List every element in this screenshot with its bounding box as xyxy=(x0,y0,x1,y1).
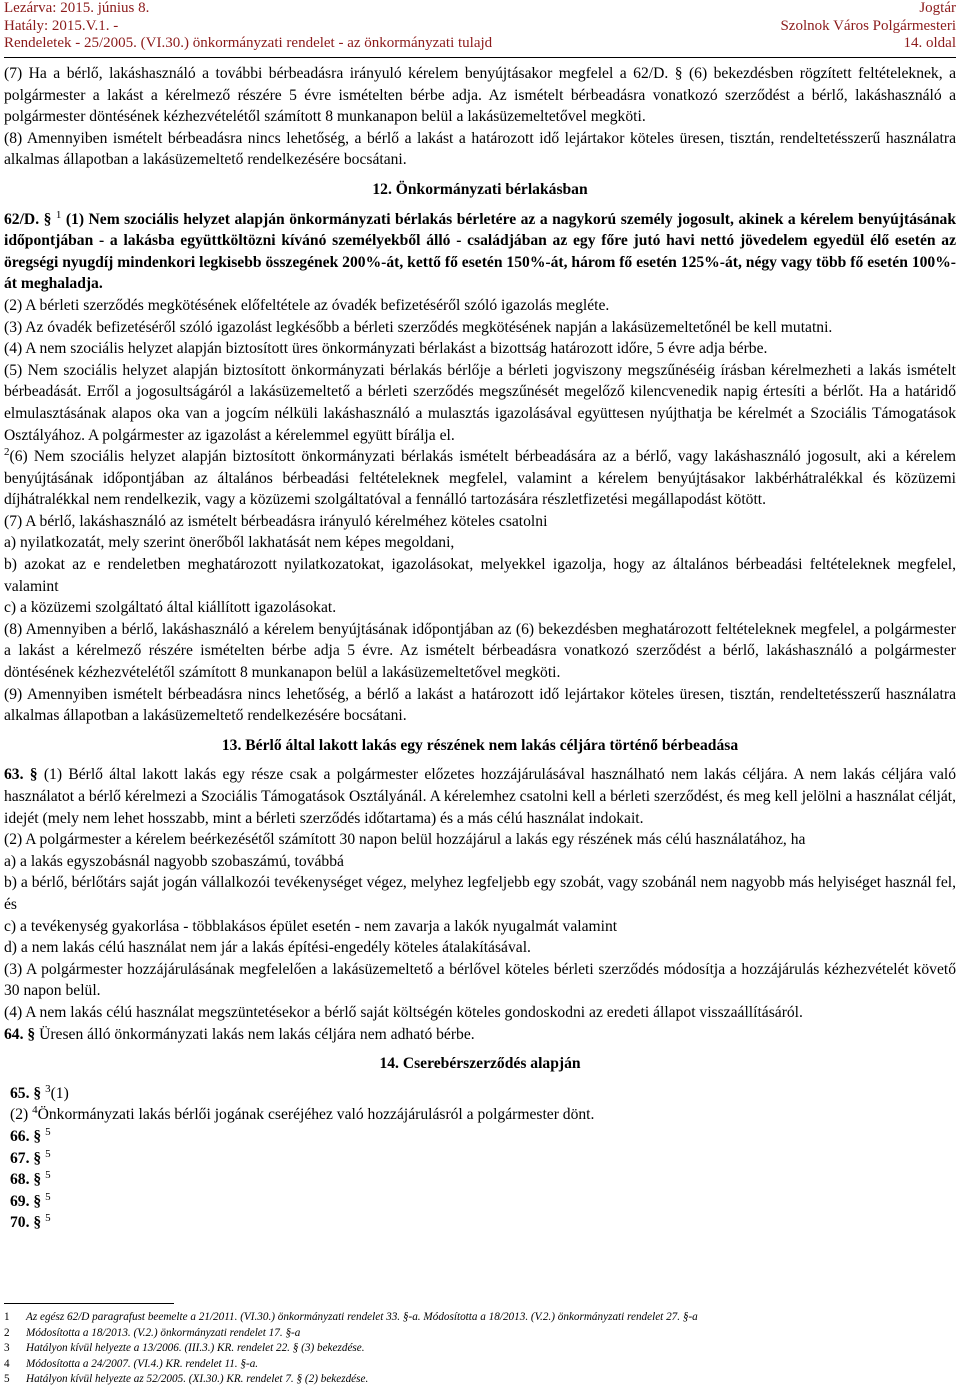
section-63-4: (4) A nem lakás célú használat megszüntetésekor a bérlő saját költségén köteles gondoskodni az eredeti állapot visszaállításáról. xyxy=(4,1003,803,1021)
section-62d-4: (4) A nem szociális helyzet alapján biztosított üres önkormányzati bérlakást a bizottság határozott időre, 5 évre adja bérbe. xyxy=(4,340,768,358)
section-63-3: (3) A polgármester hozzájárulásának megfelelően a lakásüzemeltető a bérlővel köteles bérleti szerződés módosítja a hozzájárulás kézhezvételét követő 30 napon belül. xyxy=(4,960,956,1000)
section-number: 63. § xyxy=(4,766,38,784)
footnote-ref[interactable]: 2 xyxy=(4,445,10,458)
footnote-number: 3 xyxy=(4,1342,10,1355)
footnote-text: Módosította a 24/2007. (VI.4.) KR. rendelet 11. §-a. xyxy=(26,1357,259,1370)
footnote-ref[interactable]: 5 xyxy=(45,1147,51,1160)
section-number: 70. § xyxy=(10,1214,42,1232)
footnote-text: Hatályon kívül helyezte az 52/2005. (XI.30.) KR. rendelet 7. § (2) bekezdése. xyxy=(26,1373,369,1386)
section-number: 69. § xyxy=(10,1192,42,1210)
paragraph-8: (8) Amennyiben ismételt bérbeadásra nincs lehetőség, a bérlő a lakást a határozott idő lejártakor köteles üresen, tisztán, rendeltetésszerű használatra alkalmas állapotban a lakásüzemeltető rendelkezésére bocsátani. xyxy=(4,129,956,169)
footnote-text: Hatályon kívül helyezte a 13/2006. (III.3.) KR. rendelet 22. § (3) bekezdése. xyxy=(26,1342,365,1355)
section-62d-9: (9) Amennyiben ismételt bérbeadásra nincs lehetőség, a bérlő a lakást a határozott idő lejártakor köteles üresen, tisztán, rendeltetésszerű használatra alkalmas állapotban a lakásüzemeltető rendelkezésére bocsátani. xyxy=(4,685,956,725)
section-63-2: (2) A polgármester a kérelem beérkezésétől számított 30 napon belül hozzájárul a lakás egy részének más célú használatához, ha xyxy=(4,831,806,849)
header-effective: Hatály: 2015.V.1. - xyxy=(4,17,119,34)
section-number: 65. § xyxy=(10,1084,42,1102)
page-header xyxy=(0,0,960,60)
footnote-ref[interactable]: 1 xyxy=(55,208,62,221)
section-62d-8: (8) Amennyiben a bérlő, lakáshasználó a kérelem benyújtásának időpontjában az (6) bekezdésben meghatározott feltételeknek megfelel, a polgármester a lakást a kérelmező részére ismételten bérbe adja 5 évre. Az ismételt bérbeadásra vonatkozó szerződést a bérlő, lakáshasználó a polgármester döntésének kézhezvételétől számított 8 munkanapon belül a lakásüzemeltetővel megköti. xyxy=(4,620,956,682)
section-number: 66. § xyxy=(10,1127,42,1145)
footnote xyxy=(4,1310,956,1326)
section-62d-5: (5) Nem szociális helyzet alapján biztosított önkormányzati bérlakás bérlője a bérleti jogviszony megszűnéséig írásban kérelmezheti a lakás ismételt bérbeadását. Erről a jogosultságáról a lakásüzemeltető a bérleti szerződés megszűnését megelőző kilencvenedik napig értesíti a bérlőt. Ha a határidő elmulasztásának alapos oka van a jogcím nélküli lakáshasználó a mulasztás igazolásával együttesen nyújthatja be kérelmét a Szociális Támogatások Osztályához. A polgármester az igazolást a kérelemmel együtt bírálja el. xyxy=(4,361,956,444)
footnote-number: 5 xyxy=(4,1373,10,1386)
footnote-ref[interactable]: 5 xyxy=(45,1190,51,1203)
section-63-2c: c) a tevékenység gyakorlása - többlakásos épület esetén - nem zavarja a lakók nyugalmát valamint xyxy=(4,917,618,935)
header-right xyxy=(780,0,956,53)
footnote-number: 1 xyxy=(4,1311,10,1323)
header-divider xyxy=(4,57,956,58)
section-title-12: 12. Önkormányzati bérlakásban xyxy=(372,180,588,198)
section-62d-7b: b) azokat az e rendeletben meghatározott nyilatkozatokat, igazolásokat, melyekkel igazolja, hogy az általános bérbeadási feltételeknek megfelel, valamint xyxy=(4,556,956,595)
section-70 xyxy=(4,1212,956,1234)
section-63-1-text: (1) Bérlő által lakott lakás egy része csak a polgármester előzetes hozzájárulásával használható nem lakás céljára. A nem lakás céljára való használatot a bérlő kérelmezi a Szociális Támogatások Osztályánál. A kérelemhez csatolni kell a bérleti szerződést, és meg kell jelölni a használat célját, idejét (mely nem lehet hosszabb, mint a bérleti szerződés időtartama) és a más célú használat indokait. xyxy=(4,766,957,827)
section-number: 64. § xyxy=(4,1025,36,1043)
section-65-2-text: Önkormányzati lakás bérlői jogának cseréjéhez való hozzájárulásról a polgármester dönt. xyxy=(37,1106,595,1124)
section-65-1-text: (1) xyxy=(50,1084,69,1102)
footnote-ref[interactable]: 5 xyxy=(45,1168,51,1181)
section-62d-7: (7) A bérlő, lakáshasználó az ismételt bérbeadásra irányuló kérelméhez köteles csatolni xyxy=(4,512,548,530)
footnote xyxy=(4,1372,956,1388)
footnote-ref[interactable]: 5 xyxy=(45,1212,51,1225)
footnote-number: 4 xyxy=(4,1357,10,1370)
section-65-2-prefix: (2) xyxy=(10,1106,29,1124)
section-number: 68. § xyxy=(10,1171,42,1189)
section-title-13: 13. Bérlő által lakott lakás egy részének nem lakás céljára történő bérbeadása xyxy=(221,736,739,754)
footnote-text: Az egész 62/D paragrafust beemelte a 21/2011. (VI.30.) önkormányzati rendelet 33. §-a. Módosította a 18/2013. (V.2.) önkormányzati rendelet 27. §-a xyxy=(26,1311,698,1323)
paragraph-7: (7) Ha a bérlő, lakáshasználó a további bérbeadásra irányuló kérelem benyújtásakor megfelel a 62/D. § (6) bekezdésben rögzített feltételeknek, a polgármester a lakást a kérelmező részére 5 évre ismételten bérbe adja. Az ismételt bérbeadásra vonatkozó szerződést a bérlő, lakáshasználó a polgármester döntésének kézhezvételétől számított 8 munkanapon belül a lakásüzemeltetővel megköti. xyxy=(4,65,956,126)
document-body xyxy=(4,63,956,1234)
header-source: Jogtár xyxy=(919,0,956,16)
footnote-divider xyxy=(4,1303,174,1304)
section-62d-6-text: (6) Nem szociális helyzet alapján biztosított önkormányzati bérlakás ismételt bérbeadására az a bérlő, vagy lakáshasználó jogosult, aki a kérelem benyújtásának időpontjában az általános bérbeadási feltételeknek megfelel, valamint a kérelem benyújtásakor lakbérhátralékkal és közüzemi díjhátralékkal nem rendelkezik, vagy a közüzemi szolgáltatóval a fennálló tartozására részletfizetési megállapodást kötött. xyxy=(4,448,956,509)
section-65-1 xyxy=(4,1083,956,1105)
section-62d-7c: c) a közüzemi szolgáltató által kiállított igazolásokat. xyxy=(4,599,337,617)
header-closed-date: Lezárva: 2015. június 8. xyxy=(4,0,150,16)
section-62d-7a: a) nyilatkozatát, mely szerint önerőből lakhatását nem képes megoldani, xyxy=(4,534,455,552)
section-63-2d: d) a nem lakás célú használat nem jár a lakás építési-engedély köteles átalakításával. xyxy=(4,939,531,957)
header-publisher: Szolnok Város Polgármesteri xyxy=(780,17,956,34)
section-62d-3: (3) Az óvadék befizetéséről szóló igazolást legkésőbb a bérleti szerződés megkötésének napján a lakásüzemeltetőnél be kell mutatni. xyxy=(4,318,833,336)
header-page-number: 14. oldal xyxy=(903,35,956,51)
section-69 xyxy=(4,1191,956,1213)
footnotes xyxy=(4,1310,956,1388)
section-63-2b: b) a bérlő, bérlőtárs saját jogán vállalkozói tevékenységet végez, melyhez legfeljebb egy szobát, vagy szobánál nem nagyobb más helyiséget használ fel, és xyxy=(4,874,956,913)
footnote-text: Módosította a 18/2013. (V.2.) önkormányzati rendelet 17. §-a xyxy=(26,1326,301,1339)
footnote xyxy=(4,1357,956,1373)
footnote xyxy=(4,1341,956,1357)
section-62d-6 xyxy=(4,446,956,511)
section-63-2a: a) a lakás egyszobásnál nagyobb szobaszámú, továbbá xyxy=(4,852,344,870)
section-62d-1-text: (1) Nem szociális helyzet alapján önkormányzati bérlakás bérletére az a nagykorú személy jogosult, akinek a kérelem benyújtásának időpontjában - a lakásba együttköltözni kívánó személyekből álló - családjában az egy főre jutó havi nettó jövedelem egyedül élő esetén az öregségi nyugdíj mindenkori legkisebb összegének 200%-át, kettő fő esetén 150%-át, három fő esetén 125%-át, négy vagy több fő esetén 100%-át meghaladja. xyxy=(4,210,956,293)
section-66 xyxy=(4,1126,956,1148)
footnote-ref[interactable]: 3 xyxy=(45,1082,51,1095)
section-62d-2: (2) A bérleti szerződés megkötésének előfeltétele az óvadék befizetéséről szóló igazolás megléte. xyxy=(4,296,610,314)
header-left xyxy=(4,0,492,53)
section-64-text: Üresen álló önkormányzati lakás nem lakás céljára nem adható bérbe. xyxy=(39,1025,475,1043)
section-68 xyxy=(4,1169,956,1191)
section-65-2 xyxy=(4,1104,956,1126)
section-62d-1 xyxy=(4,209,956,295)
footnote-number: 2 xyxy=(4,1326,10,1339)
section-64 xyxy=(4,1024,956,1046)
section-number: 62/D. § xyxy=(4,210,52,228)
section-67 xyxy=(4,1148,956,1170)
section-63-1 xyxy=(4,764,956,829)
section-title-14: 14. Cserebérszerződés alapján xyxy=(379,1055,581,1073)
section-number: 67. § xyxy=(10,1149,42,1167)
footnote-ref[interactable]: 4 xyxy=(32,1104,38,1117)
footnote xyxy=(4,1326,956,1342)
footnote-ref[interactable]: 5 xyxy=(45,1125,51,1138)
header-regulation: Rendeletek - 25/2005. (VI.30.) önkormányzati rendelet - az önkormányzati tulajd xyxy=(4,35,493,51)
